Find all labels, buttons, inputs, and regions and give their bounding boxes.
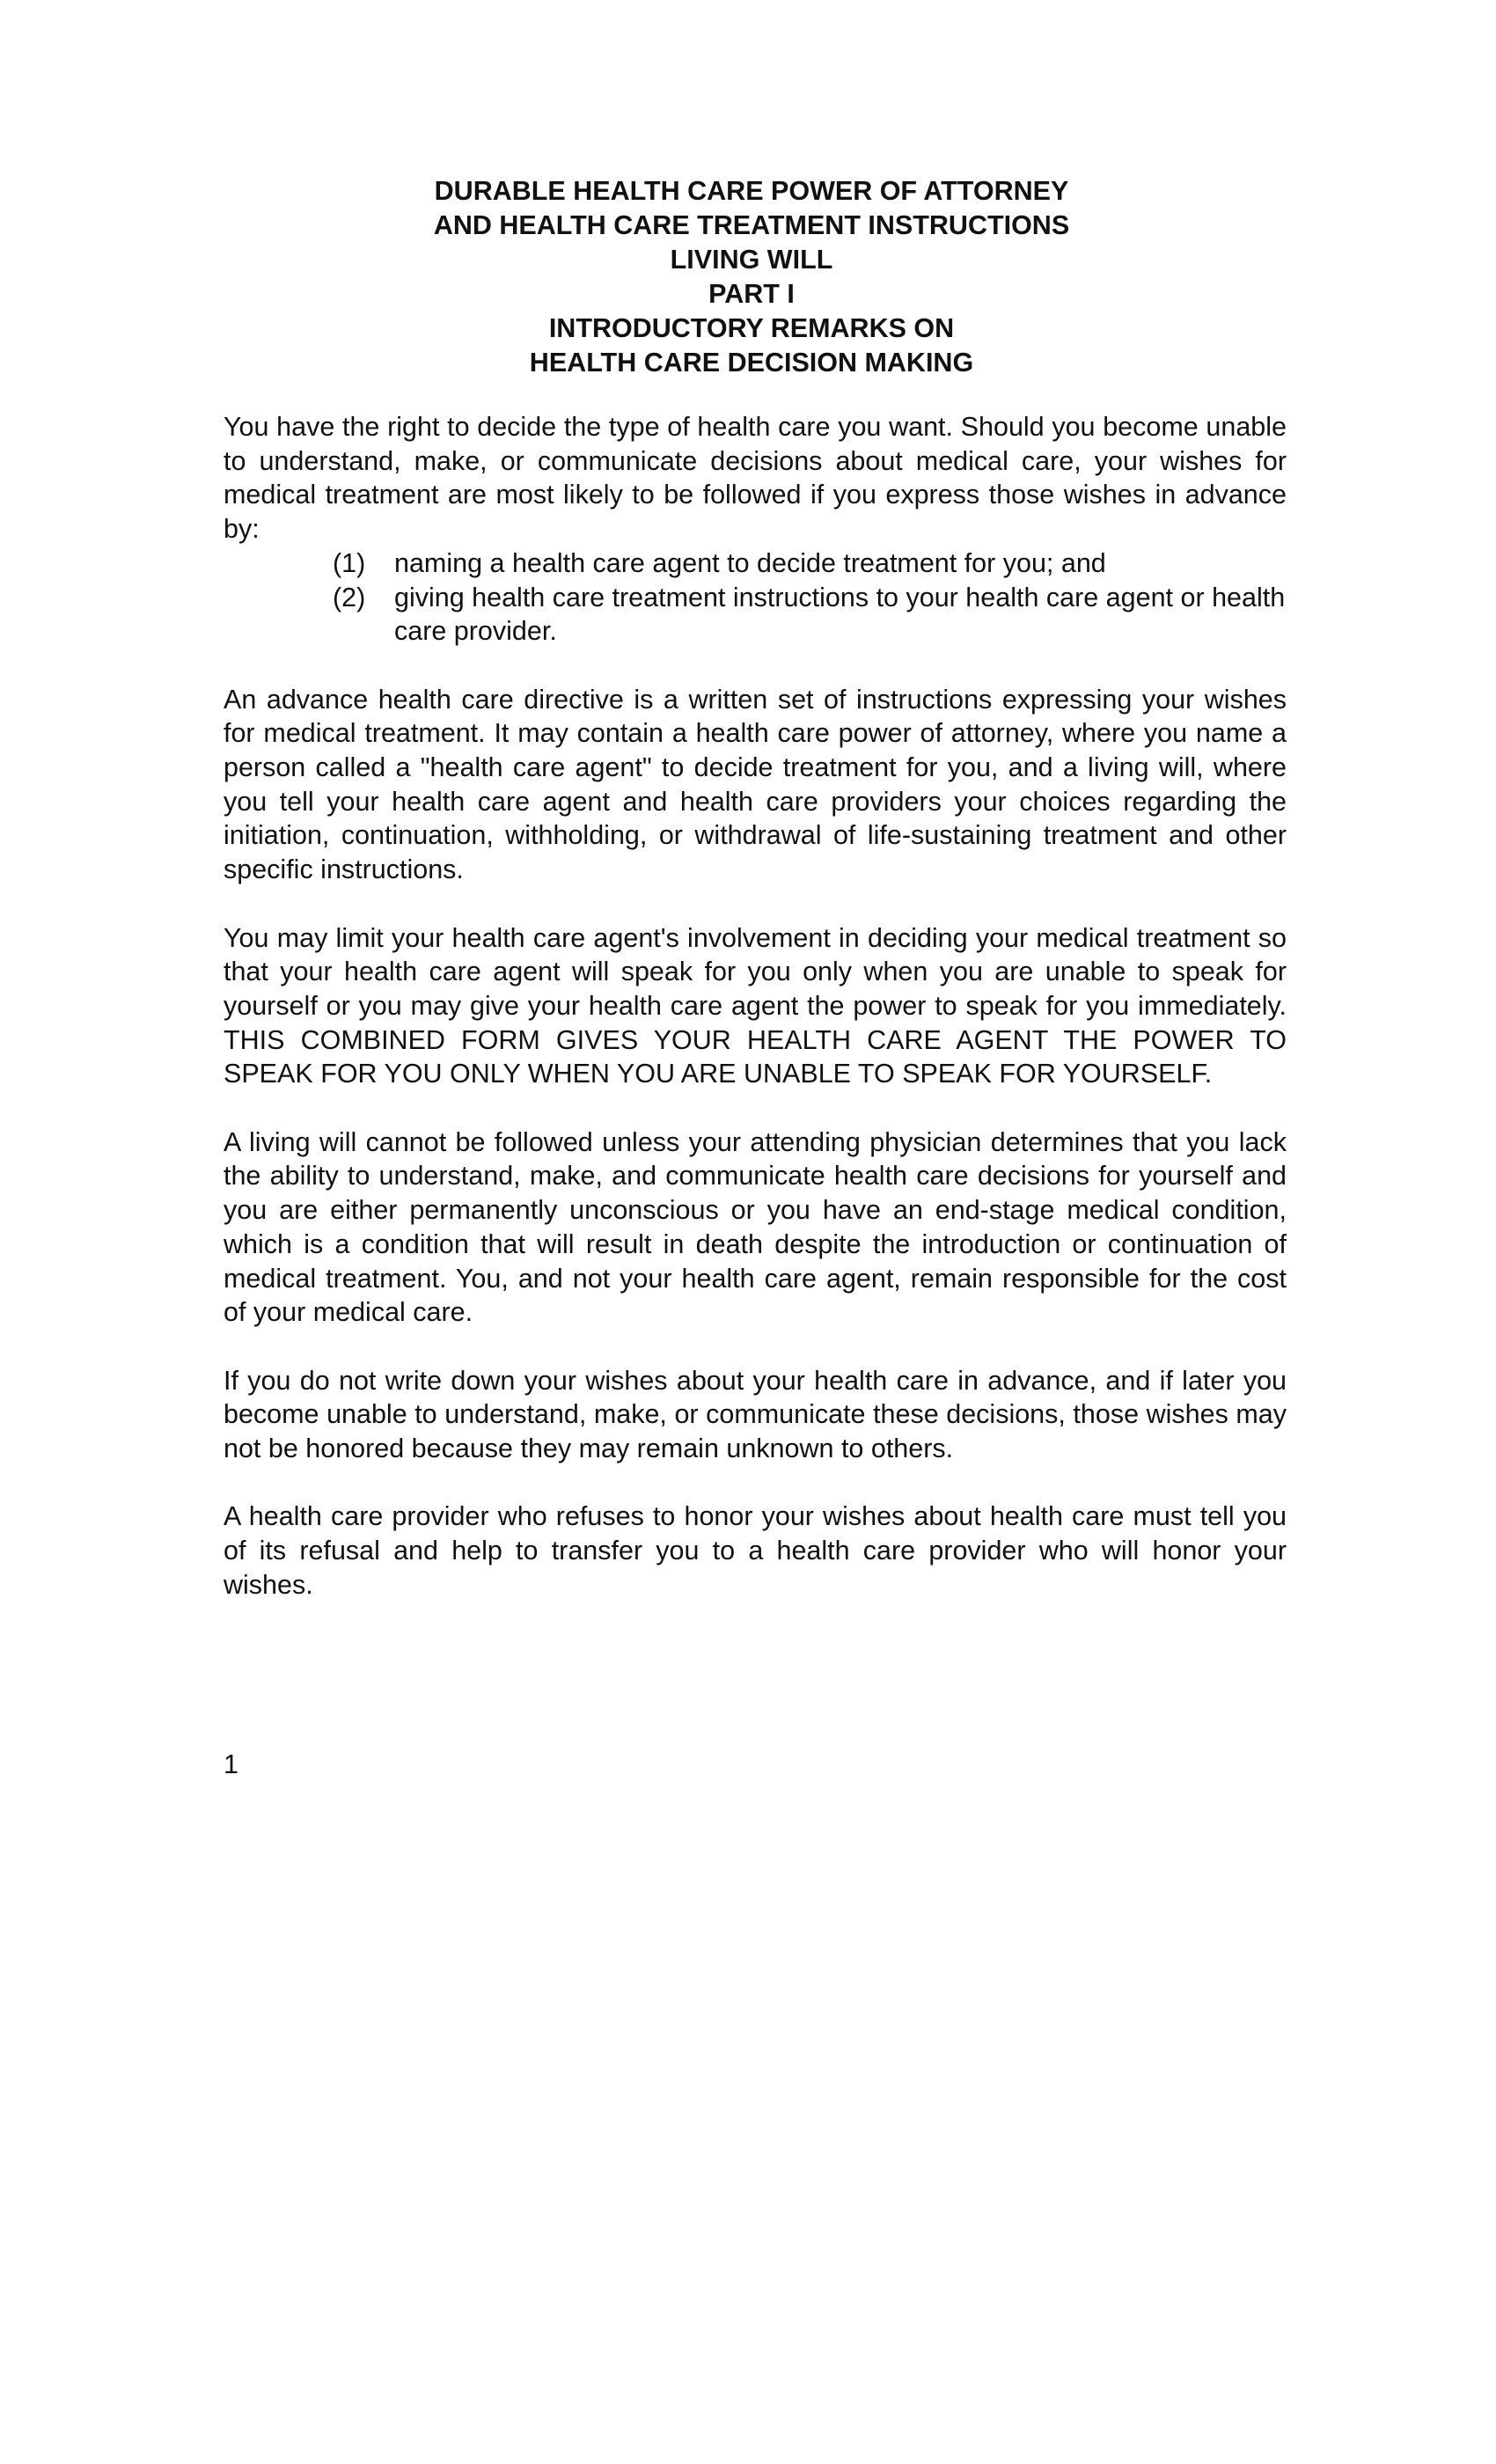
- title-line-1: DURABLE HEALTH CARE POWER OF ATTORNEY: [434, 176, 1069, 206]
- list-item-number: (1): [333, 547, 366, 578]
- list-item-text: naming a health care agent to decide treatment for you; and: [394, 547, 1106, 578]
- document-body: [224, 410, 1287, 1602]
- paragraph-provider-refusal: A health care provider who refuses to honor your wishes about health care must tell you of its refusal and help to transfer you to a health care provider who will honor your wishes.: [224, 1501, 1287, 1600]
- paragraph-advance-directive: An advance health care directive is a written set of instructions expressing your wishes for medical treatment. It may contain a health care power of attorney, where you name a person called a "health care agent" to decide treatment for you, and a living will, where you tell your health care agent and health care providers your choices regarding the initiation, continuation, withholding, or withdrawal of life-sustaining treatment and other specific instructions.: [224, 684, 1287, 885]
- title-line-2: AND HEALTH CARE TREATMENT INSTRUCTIONS: [433, 210, 1070, 240]
- intro-paragraph: You have the right to decide the type of health care you want. Should you become unable to understand, make, or communicate decisions about medical care, your wishes for medical treatment are most likely to be followed if you express those wishes in advance by:: [224, 412, 1287, 545]
- paragraph-living-will: A living will cannot be followed unless your attending physician determines that you lack the ability to understand, make, and communicate health care decisions for yourself and you are either permanently unconscious or you have an end-stage medical condition, which is a condition that will result in death despite the introduction or continuation of medical treatment. You, and not your health care agent, remain responsible for the cost of your medical care.: [224, 1126, 1287, 1328]
- list-item-text: giving health care treatment instructions to your health care agent or health care provider.: [394, 582, 1286, 647]
- title-line-3: LIVING WILL: [670, 245, 833, 275]
- list-item-number: (2): [333, 582, 366, 612]
- page-number: 1: [224, 1749, 238, 1779]
- title-line-6: HEALTH CARE DECISION MAKING: [529, 348, 974, 378]
- list-item: [224, 581, 1287, 649]
- paragraph-agent-involvement: You may limit your health care agent's involvement in deciding your medical treatment so that your health care agent will speak for you only when you are unable to speak for yourself or you may give your health care agent the power to speak for you immediately. THIS COMBINED FORM GIVES YOUR HEALTH CARE AGENT THE POWER TO SPEAK FOR YOU ONLY WHEN YOU ARE UNABLE TO SPEAK FOR YOURSELF.: [224, 922, 1287, 1089]
- title-line-4: PART I: [708, 279, 795, 309]
- document-title: [224, 174, 1280, 380]
- numbered-list: [224, 546, 1287, 649]
- paragraph-unwritten-wishes: If you do not write down your wishes about your health care in advance, and if later you become unable to understand, make, or communicate these decisions, those wishes may not be honored because they may remain unknown to others.: [224, 1365, 1287, 1464]
- title-line-5: INTRODUCTORY REMARKS ON: [548, 313, 955, 343]
- list-item: [224, 546, 1287, 581]
